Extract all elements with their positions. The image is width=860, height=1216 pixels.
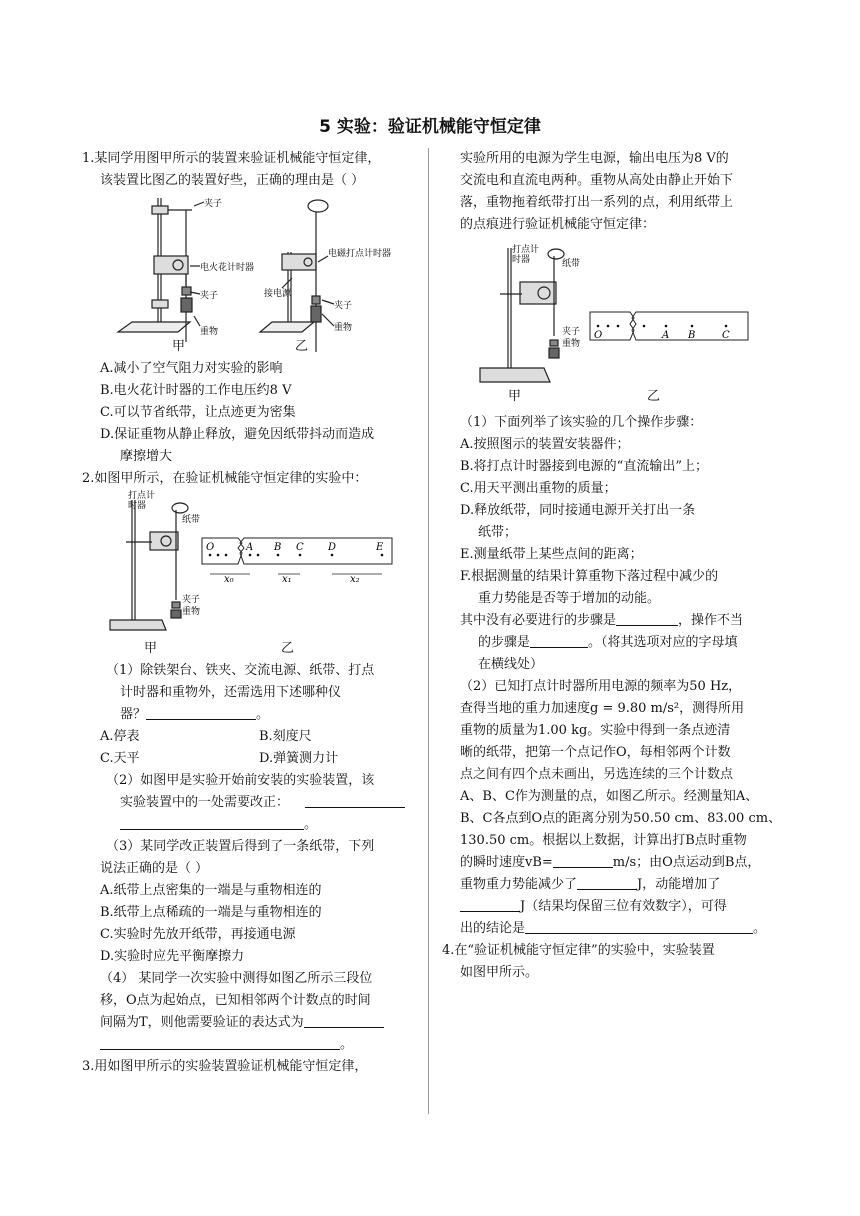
q3-apparatus [480,248,564,382]
q3-stem: 3.用如图甲所示的实验装置验证机械能守恒定律， [82,1059,368,1074]
q2-p4-line1: （4） 某同学一次实验中测得如图乙所示三段位 [100,971,373,986]
q1-option-d: D.保证重物从静止释放，避免因纸带抖动而造成 [100,427,375,442]
q3-ep-line: 重物重力势能减少了 J，动能增加了 [460,877,721,892]
q3-cont-line3: 落，重物拖着纸带打出一系列的点，利用纸带上 [460,195,734,210]
q2-p2-line2: 实验装置中的一处需要改正： [82,792,418,814]
q3-p2-line1: （2）已知打点计时器所用电源的频率为50 Hz， [460,679,742,694]
q3-ep-blank[interactable] [577,875,637,890]
q2-weight-label: 重物 [182,607,201,617]
q3-label-jia: 甲 [508,389,522,404]
q2-label-jia: 甲 [144,641,158,656]
q2-apparatus-and-tape [82,490,418,638]
q3-point-o: O [594,330,603,341]
q1-option-c: C.可以节省纸带，让点迹更为密集 [100,405,296,420]
q3-p2-line6: A、B、C作为测量的点，如图乙所示。经测量知A、 [460,789,759,804]
q2-p1-line2: 计时器和重物外，还需选用下述哪种仪 [120,685,342,700]
yi-weight-label: 重物 [334,323,353,333]
q2-p2-line1: （2）如图甲是实验开始前安装的实验装置，该 [106,773,375,788]
q2-point-a: A [246,542,254,553]
q1-option-a: A.减小了空气阻力对实验的影响 [100,361,283,376]
q3-cont-line2: 交流电和直流电两种。重物从高处由静止开始下 [460,173,734,188]
q2-point-e: E [376,542,384,553]
q3-ask-line3: 在横线处） [478,657,544,672]
q2-p1-option-a: A.停表 [100,729,140,744]
q2-clip-label: 夹子 [182,595,201,605]
q2-point-c: C [296,542,304,553]
apparatus-jia [118,198,204,342]
q3-p2-line4: 晰的纸带，把第一个点记作O，每相邻两个计数 [460,745,731,760]
q2-figure-labels [82,638,418,660]
q3-figure [460,236,786,386]
q1-label-jia: 甲 [172,339,186,354]
q2-x0-label: x₀ [224,574,234,585]
yi-power-label: 接电源 [264,289,292,299]
q3-unneeded-step-blank[interactable] [616,611,678,626]
q3-step-a: A.按照图示的装置安装器件； [460,437,630,452]
q2-p1-line1: （1）除铁架台、铁夹、交流电源、纸带、打点 [106,663,375,678]
q2-p3-line2: 说法正确的是（ ） [100,861,209,876]
q3-step-c: C.用天平测出重物的质量； [460,481,617,496]
q2-p2-line3: 。 [82,814,418,836]
q3-timer-label-1: 打点计 [512,245,540,255]
q3-step-e: E.测量纸带上某些点间的距离； [460,547,643,562]
q3-point-b: B [688,330,696,341]
q3-p2-line5: 点之间有四个点未画出，另选连续的三个计数点 [460,767,734,782]
q2-p4-answer-blank-1[interactable] [304,1013,384,1028]
q3-p2-line3: 重物的质量为1.00 kg。实验中得到一条点迹清 [460,723,731,738]
q3-ask-line2: 的步骤是 。（将其选项对应的字母填 [478,635,738,650]
q3-cont-line4: 的点痕进行验证机械能守恒定律： [460,217,656,232]
q2-p1-option-b: B.刻度尺 [259,729,312,744]
q3-p2-line7: B、C各点到O点的距离分别为50.50 cm、83.00 cm、 [460,811,782,826]
q2-p4-line2: 移，O点为起始点，已知相邻两个计数点的时间 [100,993,371,1008]
q2-p1-line3: 器？ 。 [120,707,270,722]
q2-tape-label: 纸带 [182,515,201,525]
q3-point-c: C [722,330,730,341]
q2-p1-options-row1 [82,726,418,748]
q1-figure [82,192,418,352]
q1-option-b: B.电火花计时器的工作电压约8 V [100,383,292,398]
q3-vb-blank[interactable] [553,853,613,868]
q2-p1-option-c: C.天平 [100,751,140,766]
q3-ask-line1: 其中没有必要进行的步骤是 ，操作不当 [460,613,744,628]
q3-ek-blank[interactable] [460,897,520,912]
q2-p3-option-c: C.实验时先放开纸带，再接通电源 [100,927,296,942]
q2-point-o: O [206,542,215,553]
apparatus-yi [260,200,334,352]
jia-weight-label: 重物 [200,327,219,337]
q2-p2-answer-blank-1[interactable] [305,793,405,808]
q2-p4-answer-blank-2[interactable] [100,1035,340,1050]
q2-p3-option-b: B.纸带上点稀疏的一端是与重物相连的 [100,905,322,920]
q3-conclusion-line: 出的结论是 。 [460,921,767,936]
left-column [82,148,418,1078]
q3-step-f-cont: 重力势能是否等于增加的动能。 [478,591,661,606]
q4-line2: 如图甲所示。 [460,965,539,980]
q3-timer-label-2: 时器 [512,255,531,265]
q2-p3-option-a: A.纸带上点密集的一端是与重物相连的 [100,883,322,898]
q3-tape-dots [597,325,728,328]
right-column [442,148,786,984]
q3-figure-labels [460,386,786,408]
q2-p3-line1: （3）某同学改正装置后得到了一条纸带，下列 [106,839,375,854]
q3-ek-line: J（结果均保留三位有效数字），可得 [460,896,786,918]
q2-p2-answer-blank-2[interactable] [120,815,304,830]
q1-stem-line2: 该装置比图乙的装置好些，正确的理由是（ ） [100,173,365,188]
column-divider [428,148,429,1114]
yi-timer-label: 电磁打点计时器 [328,249,392,259]
q1-option-d-cont: 摩擦增大 [120,449,173,464]
q3-label-yi: 乙 [647,389,661,404]
q3-p2-line2: 查得当地的重力加速度g = 9.80 m/s²，测得所用 [460,701,745,716]
q2-point-d: D [328,542,337,553]
q3-step-f: F.根据测量的结果计算重物下落过程中减少的 [460,569,719,584]
q3-apparatus-and-tape [460,236,786,386]
q3-step-b: B.将打点计时器接到电源的“直流输出”上； [460,459,708,474]
q2-stem: 2.如图甲所示，在验证机械能守恒定律的实验中： [82,471,368,486]
page-title: 5 实验：验证机械能守恒定律 [319,117,541,137]
q2-p4-line4: 。 [82,1034,418,1056]
jia-clip-label: 夹子 [204,199,223,209]
q2-tape-dots [209,554,384,557]
q2-timer-label-2: 时器 [128,501,147,511]
q3-vb-line: 的瞬时速度vB= m/s；由O点运动到B点， [460,855,761,870]
q3-tape-label: 纸带 [562,259,581,269]
q2-figure [82,490,418,638]
q2-x1-label: x₁ [282,574,292,585]
yi-clip-label: 夹子 [334,301,353,311]
q3-p1-intro: （1）下面列举了该实验的几个操作步骤： [460,415,703,430]
q3-step-d-cont: 纸带； [478,525,518,540]
q2-apparatus [110,500,188,630]
q2-p1-option-d: D.弹簧测力计 [259,751,339,766]
q2-p4-line3: 间隔为T，则他需要验证的表达式为 [82,1012,418,1034]
q3-weight-label: 重物 [562,339,581,349]
q2-point-b: B [274,542,282,553]
q3-cont-line1: 实验所用的电源为学生电源，输出电压为8 V的 [460,151,729,166]
q3-conclusion-blank[interactable] [525,919,753,934]
q2-p3-option-d: D.实验时应先平衡摩擦力 [100,949,245,964]
q1-stem-line1: 1.某同学用图甲所示的装置来验证机械能守恒定律， [82,151,381,166]
q2-timer-label-1: 打点计 [128,491,156,501]
q3-point-a: A [662,330,670,341]
q2-p1-answer-blank[interactable] [146,705,256,720]
jia-clip2-label: 夹子 [200,291,219,301]
q3-improper-step-blank[interactable] [530,633,588,648]
q1-apparatus-diagram [82,192,418,352]
q3-step-d: D.释放纸带，同时接通电源开关打出一条 [460,503,696,518]
q2-x2-label: x₂ [350,574,360,585]
jia-timer-label: 电火花计时器 [200,263,255,273]
q2-p1-options-row2 [82,748,418,770]
q4-line1: 4.在“验证机械能守恒定律”的实验中，实验装置 [442,943,715,958]
q3-p2-line8: 130.50 cm。根据以上数据，计算出打B点时重物 [460,833,747,848]
q3-clip-label: 夹子 [562,327,581,337]
q1-label-yi: 乙 [295,339,309,354]
q2-label-yi: 乙 [281,641,295,656]
